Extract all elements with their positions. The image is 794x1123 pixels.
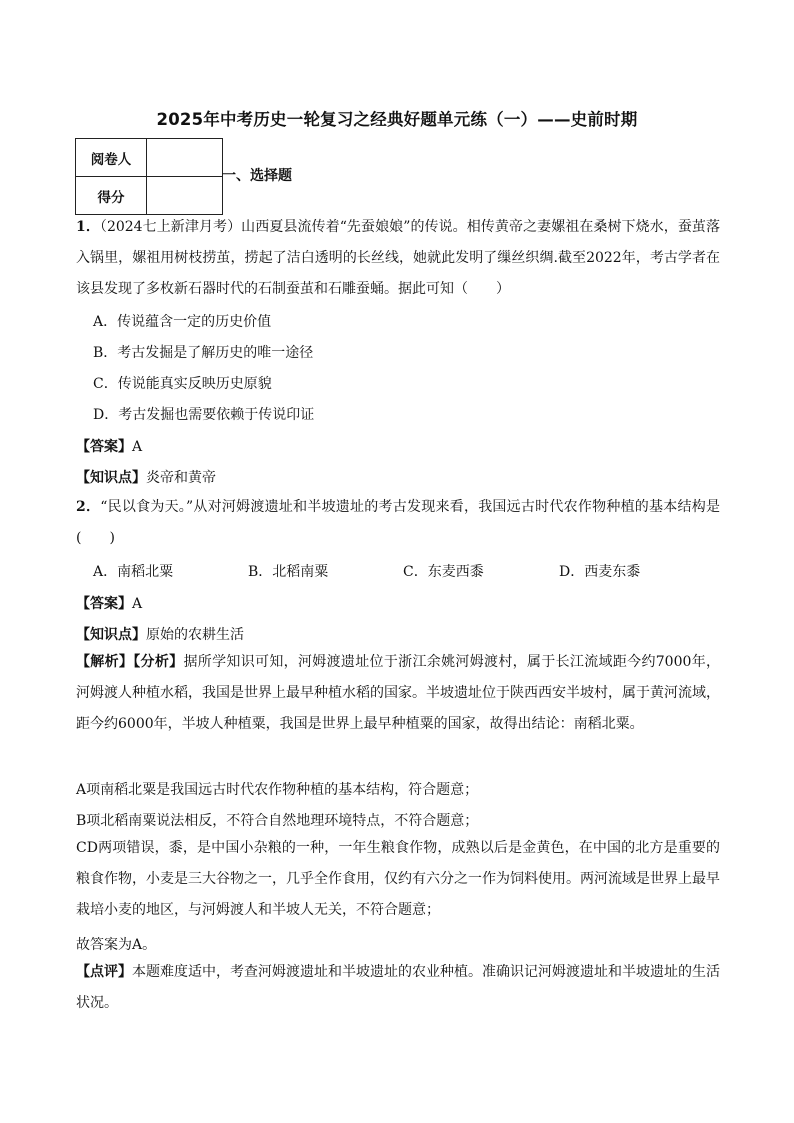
q2-option-a: A．南稻北粟 [93, 564, 174, 580]
q2-knowledge-label: 【知识点】 [76, 627, 146, 643]
q2-option-d: D．西麦东黍 [559, 564, 641, 580]
q2-line-a: A项南稻北粟是我国远古时代农作物种植的基本结构，符合题意； [76, 782, 479, 798]
question-2-text: “民以食为天。”从对河姆渡遗址和半坡遗址的考古发现来看，我国远古时代农作物种植的基本结构是( ) [76, 499, 720, 546]
q2-comment-label: 【点评】 [76, 964, 132, 980]
reviewer-label: 阅卷人 [76, 139, 147, 177]
q1-option-d: D．考古发掘也需要依赖于传说印证 [93, 407, 315, 423]
q2-line-b: B项北稻南粟说法相反，不符合自然地理环境特点，不符合题意； [76, 813, 479, 829]
question-2-number: 2． [76, 499, 101, 515]
score-table [75, 138, 223, 215]
document-title: 2025年中考历史一轮复习之经典好题单元练（一）——史前时期 [156, 110, 638, 129]
score-label: 得分 [76, 177, 147, 215]
question-1-number: 1． [76, 219, 100, 235]
section-heading: 一、选择题 [222, 168, 292, 184]
q1-knowledge-label: 【知识点】 [76, 470, 146, 486]
q2-answer-label: 【答案】 [76, 596, 132, 612]
q1-knowledge-value: 炎帝和黄帝 [146, 470, 216, 486]
question-1-text: （2024七上新津月考）山西夏县流传着“先蚕娘娘”的传说。相传黄帝之妻嫘祖在桑树下烧水，蚕茧落入锅里，嫘祖用树枝捞茧，捞起了洁白透明的长丝线，她就此发明了缫丝织绸.截至2022年，考古学者在该县发现了多枚新石器时代的石制蚕茧和石雕蚕蛹。据此可知（ ） [76, 219, 720, 297]
q2-comment-text: 本题难度适中，考查河姆渡遗址和半坡遗址的农业种植。准确识记河姆渡遗址和半坡遗址的生活状况。 [76, 964, 720, 1011]
q2-knowledge [76, 624, 244, 644]
q1-knowledge [76, 467, 216, 487]
q2-conclusion: 故答案为A。 [76, 937, 157, 953]
q2-answer-value: A [132, 596, 143, 612]
q2-option-b: B．北稻南粟 [248, 564, 329, 580]
q2-line-cd: CD两项错误，黍，是中国小杂粮的一种，一年生粮食作物，成熟以后是金黄色，在中国的北方是重要的粮食作物，小麦是三大谷物之一，几乎全作食用，仅约有六分之一作为饲料使用。两河流域是世界上最早栽培小麦的地区，与河姆渡人和半坡人无关，不符合题意； [76, 840, 720, 918]
score-value [147, 177, 223, 215]
q2-analysis [76, 647, 720, 740]
question-2 [76, 492, 720, 554]
question-1 [76, 212, 720, 305]
q2-comment [76, 957, 720, 1019]
q1-answer [76, 436, 142, 456]
q1-answer-label: 【答案】 [76, 439, 132, 455]
q2-answer [76, 593, 142, 613]
q2-option-c: C．东麦西黍 [403, 564, 484, 580]
q2-analysis-text: 据所学知识可知，河姆渡遗址位于浙江余姚河姆渡村，属于长江流域距今约7000年，河姆渡人种植水稻，我国是世界上最早种植水稻的国家。半坡遗址位于陕西西安半坡村，属于黄河流域，距今约6000年，半坡人种植粟，我国是世界上最早种植粟的国家，故得出结论：南稻北粟。 [76, 654, 721, 732]
q1-option-b: B．考古发掘是了解历史的唯一途径 [93, 345, 314, 361]
reviewer-value [147, 139, 223, 177]
q1-option-c: C．传说能真实反映历史原貌 [93, 376, 272, 392]
q1-answer-value: A [132, 439, 143, 455]
q2-knowledge-value: 原始的农耕生活 [146, 627, 244, 643]
q1-option-a: A．传说蕴含一定的历史价值 [93, 314, 272, 330]
q2-analysis-label: 【解析】【分析】 [76, 654, 184, 670]
